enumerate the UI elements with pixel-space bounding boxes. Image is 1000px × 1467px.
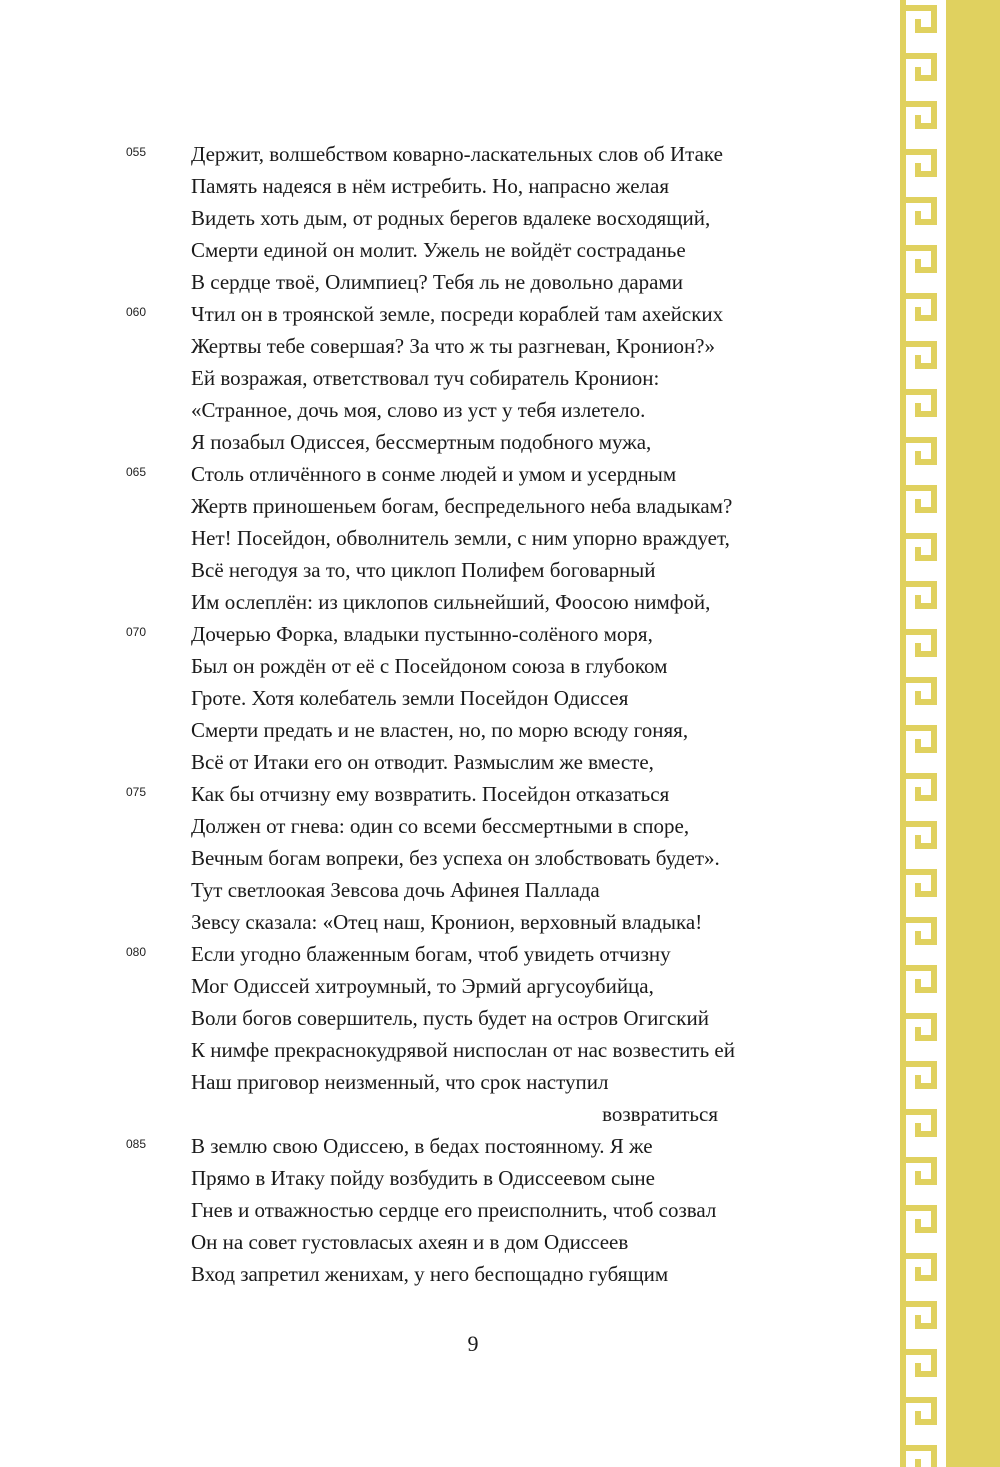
poem-line: Гроте. Хотя колебатель земли Посейдон Одиссея (191, 686, 629, 710)
poem-line: Смерти предать и не властен, но, по морю всюду гоняя, (191, 718, 689, 742)
poem-line: Память надеяся в нём истребить. Но, напрасно желая (191, 174, 669, 198)
poem-line: К нимфе прекраснокудрявой ниспослан от нас возвестить ей (191, 1038, 735, 1062)
poem-line: Воли богов совершитель, пусть будет на остров Огигский (191, 1006, 709, 1030)
poem-line: Всё от Итаки его он отводит. Размыслим же вместе, (191, 750, 654, 774)
line-number: 065 (126, 465, 147, 479)
poem-line: Чтил он в троянской земле, посреди кораблей там ахейских (191, 302, 724, 326)
poem-line: Жертв приношеньем богам, беспредельного неба владыкам? (191, 494, 733, 518)
line-number: 085 (126, 1137, 147, 1151)
poem-line: Вечным богам вопреки, без успеха он злобствовать будет». (191, 846, 720, 870)
line-number: 070 (126, 625, 147, 639)
line-number: 075 (126, 785, 147, 799)
poem-line: Столь отличённого в сонме людей и умом и усердным (191, 462, 677, 486)
poem-line: Смерти единой он молит. Ужель не войдёт состраданье (191, 238, 686, 262)
poem-line: Тут светлоокая Зевсова дочь Афинея Паллада (191, 878, 600, 902)
poem-line-continuation: возвратиться (602, 1102, 718, 1126)
greek-key-border-ornament (892, 0, 1000, 1467)
poem-line: Гнев и отважностью сердце его преисполнить, чтоб созвал (191, 1198, 717, 1222)
line-number: 060 (126, 305, 147, 319)
poem-line: Зевсу сказала: «Отец наш, Кронион, верховный владыка! (191, 910, 703, 934)
poem-line: Должен от гнева: один со всеми бессмертными в споре, (191, 814, 690, 838)
poem-line: Он на совет густовласых ахеян и в дом Одиссеев (191, 1230, 629, 1254)
poem-line: Вход запретил женихам, у него беспощадно губящим (191, 1262, 669, 1286)
poem-line: «Странное, дочь моя, слово из уст у тебя излетело. (191, 398, 646, 422)
poem-line: Ей возражая, ответствовал туч собиратель Кронион: (191, 366, 660, 390)
poem-line: Держит, волшебством коварно-ласкательных слов об Итаке (191, 142, 723, 166)
poem-line: Нет! Посейдон, обволнитель земли, с ним упорно враждует, (191, 526, 730, 550)
page-number: 9 (467, 1331, 479, 1356)
poem-line: В сердце твоё, Олимпиец? Тебя ль не довольно дарами (191, 270, 684, 294)
poem-line: Как бы отчизну ему возвратить. Посейдон отказаться (191, 782, 670, 806)
poem-line: Я позабыл Одиссея, бессмертным подобного мужа, (191, 430, 652, 454)
poem-line: Был он рождён от её с Посейдоном союза в глубоком (191, 654, 668, 678)
ornament-solid-band (946, 0, 1000, 1467)
line-number: 080 (126, 945, 147, 959)
meander-strip (892, 0, 942, 1467)
poem-line: Если угодно блаженным богам, чтоб увидеть отчизну (191, 942, 671, 966)
poem-line: Всё негодуя за то, что циклоп Полифем боговарный (191, 558, 656, 582)
poem-line: Наш приговор неизменный, что срок наступил (191, 1070, 609, 1094)
poem-line: Мог Одиссей хитроумный, то Эрмий аргусоубийца, (191, 974, 654, 998)
poem-line: Жертвы тебе совершая? За что ж ты разгневан, Кронион?» (191, 334, 716, 358)
poem-line: Дочерью Форка, владыки пустынно-солёного моря, (191, 622, 653, 646)
poem-line: Видеть хоть дым, от родных берегов вдалеке восходящий, (191, 206, 711, 230)
poem-line: Прямо в Итаку пойду возбудить в Одиссеевом сыне (191, 1166, 655, 1190)
line-number: 055 (126, 145, 147, 159)
poem-line: В землю свою Одиссею, в бедах постоянному. Я же (191, 1134, 653, 1158)
poem-line: Им ослеплён: из циклопов сильнейший, Фоосою нимфой, (191, 590, 711, 614)
